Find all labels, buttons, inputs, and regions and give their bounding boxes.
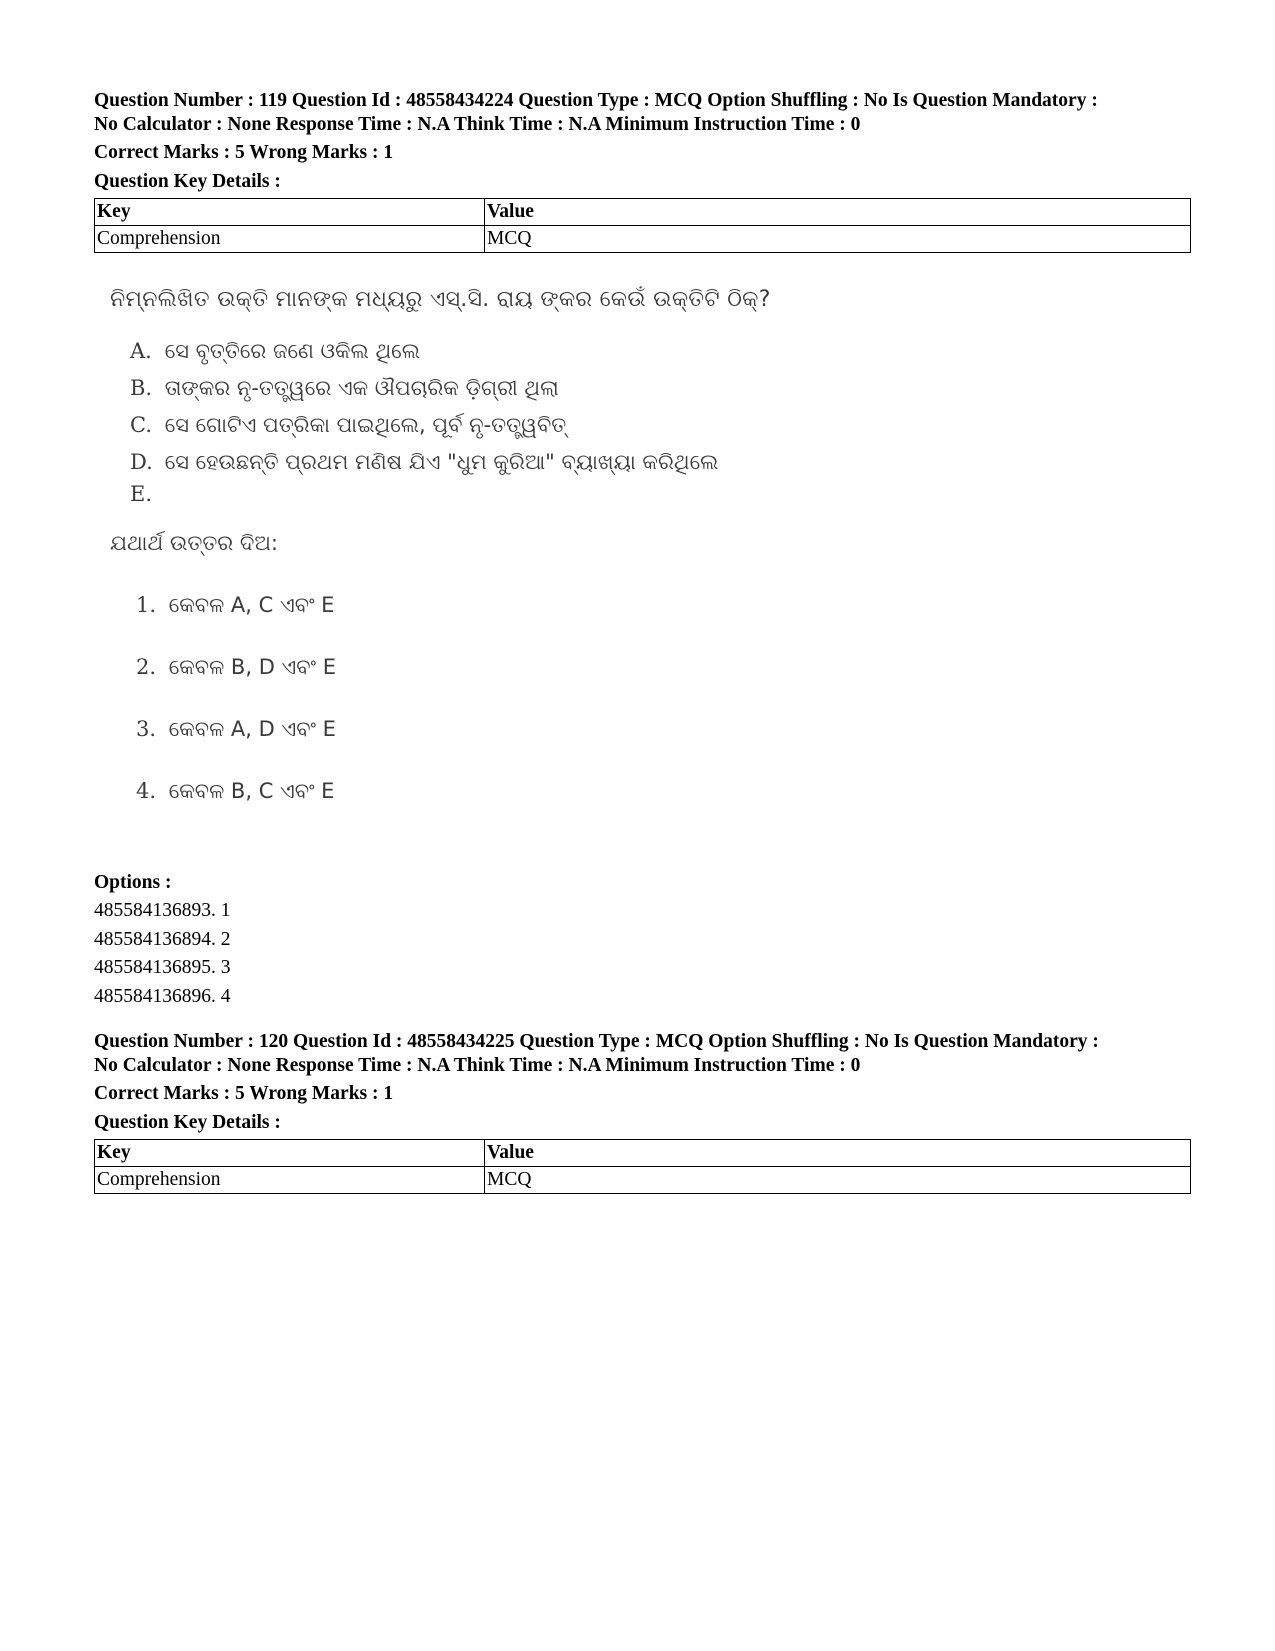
choice-text: କେବଳ A, D ଏବଂ E — [168, 717, 336, 741]
option-item-1: 485584136893. 1 — [94, 900, 231, 921]
option-item-3: 485584136895. 3 — [94, 957, 231, 978]
marks-line: Correct Marks : 5 Wrong Marks : 1 — [94, 1083, 394, 1104]
question-meta-line-2: No Calculator : None Response Time : N.A Think Time : N.A Minimum Instruction Time : 0 — [94, 1055, 861, 1076]
choice-text: କେବଳ B, C ଏବଂ E — [168, 779, 335, 803]
key-details-table — [94, 198, 1191, 253]
question-119-image — [110, 279, 771, 847]
choice-text: କେବଳ A, C ଏବଂ E — [168, 593, 335, 617]
choice-number: 4. — [136, 779, 157, 803]
table-header-row — [95, 199, 1191, 226]
choice-text: କେବଳ B, D ଏବଂ E — [168, 655, 336, 679]
choice-1 — [136, 593, 334, 618]
statement-label: D. — [130, 450, 153, 474]
key-details-label: Question Key Details : — [94, 1112, 281, 1133]
table-row — [95, 226, 1191, 253]
table-header-value: Value — [485, 199, 1191, 226]
statement-label: A. — [130, 339, 152, 363]
question-meta-line-1: Question Number : 119 Question Id : 48558434224 Question Type : MCQ Option Shuffling : No Is Question Mandatory : — [94, 90, 1098, 111]
choice-number: 3. — [136, 717, 157, 741]
table-row — [95, 1167, 1191, 1194]
table-header-key: Key — [95, 199, 485, 226]
choice-3 — [136, 717, 336, 742]
question-120-header — [94, 1030, 1194, 1194]
table-header-key: Key — [95, 1140, 485, 1167]
statement-text: ସେ ହେଉଛନ୍ତି ପ୍ରଥମ ମଣିଷ ଯିଏ "ଧୁମ କୁରିଆ" ବ୍ୟାଖ୍ୟା କରିଥିଲେ — [164, 450, 719, 474]
option-item-4: 485584136896. 4 — [94, 985, 231, 1007]
table-cell-key: Comprehension — [95, 226, 485, 253]
option-item-2: 485584136894. 2 — [94, 928, 231, 950]
statement-c — [130, 413, 566, 438]
question-stem: ନିମ୍ନଲିଖିତ ଉକ୍ତି ମାନଙ୍କ ମଧ୍ୟରୁ ଏସ୍.ସି. ରାୟ ଙ୍କର କେଉଁ ଉକ୍ତିଟି ଠିକ୍? — [110, 287, 771, 312]
choice-number: 1. — [136, 593, 157, 617]
options-label: Options : — [94, 872, 172, 893]
statement-text: ସେ ଗୋଟିଏ ପତ୍ରିକା ପାଇଥିଲେ, ପୂର୍ବ ନୃ-ତତ୍ତ୍ୱବିତ୍ — [164, 413, 567, 437]
table-header-value: Value — [485, 1140, 1191, 1167]
choice-4 — [136, 779, 334, 804]
statement-text: ସେ ବୃତ୍ତିରେ ଜଣେ ଓକିଲ ଥିଲେ — [164, 339, 420, 363]
marks-line: Correct Marks : 5 Wrong Marks : 1 — [94, 142, 394, 163]
table-cell-value: MCQ — [485, 1167, 1191, 1194]
key-details-label: Question Key Details : — [94, 171, 281, 192]
statement-a — [130, 339, 420, 364]
statement-label: C. — [130, 413, 152, 437]
options-block — [94, 869, 231, 1011]
question-119-header — [94, 89, 1194, 253]
table-header-row — [95, 1140, 1191, 1167]
statement-label: E. — [130, 482, 153, 506]
table-cell-value: MCQ — [485, 226, 1191, 253]
question-meta-line-2: No Calculator : None Response Time : N.A Think Time : N.A Minimum Instruction Time : 0 — [94, 114, 861, 135]
answer-instruction: ଯଥାର୍ଥ ଉତ୍ତର ଦିଅ: — [110, 531, 278, 555]
statement-e — [130, 482, 158, 506]
statement-text: ତାଙ୍କର ନୃ-ତତ୍ତ୍ୱରେ ଏକ ଔପଚାରିକ ଡ଼ିଗ୍ରୀ ଥିଲା — [164, 376, 559, 400]
statement-b — [130, 376, 559, 401]
choice-2 — [136, 655, 336, 680]
question-meta-line-1: Question Number : 120 Question Id : 48558434225 Question Type : MCQ Option Shuffling : No Is Question Mandatory : — [94, 1031, 1099, 1052]
table-cell-key: Comprehension — [95, 1167, 485, 1194]
statement-d — [130, 450, 718, 475]
key-details-table — [94, 1139, 1191, 1194]
statement-label: B. — [130, 376, 153, 400]
choice-number: 2. — [136, 655, 157, 679]
